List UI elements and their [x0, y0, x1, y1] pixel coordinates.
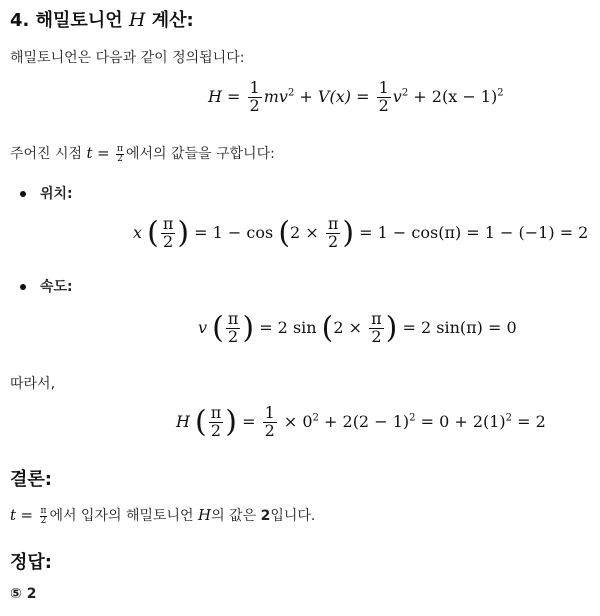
h-half — [263, 405, 277, 440]
velocity-var: v — [198, 317, 208, 337]
h-pi: π — [210, 403, 222, 422]
position-two: 2 — [163, 231, 174, 251]
conclusion-pi: π — [40, 505, 47, 516]
conclusion-value: 2 — [260, 508, 271, 524]
time-pi: π — [117, 143, 123, 154]
half-den-2: 2 — [378, 95, 389, 115]
h-exp-2: 2 — [409, 412, 416, 424]
conclusion-fraction — [40, 507, 48, 526]
kinetic-exp: 2 — [287, 87, 295, 99]
conclusion-heading: 결론: — [10, 469, 52, 490]
velocity-two: 2 — [228, 326, 239, 346]
conclusion-end: 입니다. — [270, 508, 316, 524]
v-exp: 2 — [401, 87, 409, 99]
intro-text: 해밀토니언은 다음과 같이 정의됩니다: — [10, 50, 245, 66]
answer-marker: ⑤ — [10, 586, 22, 602]
position-mid: = 1 − cos — [194, 222, 274, 242]
conclusion-sentence — [10, 505, 315, 526]
paren-open-2: ( — [278, 215, 291, 251]
position-pi-2: π — [327, 214, 339, 233]
h-part2: + 2(2 − 1) — [324, 411, 410, 431]
bullet-icon — [20, 191, 26, 197]
answer-heading: 정답: — [10, 552, 52, 573]
time-eq: = — [97, 144, 110, 162]
conclusion-middle: 에서 입자의 해밀토니언 — [49, 508, 194, 524]
position-two-2: 2 — [327, 231, 339, 251]
hamiltonian-equation — [208, 80, 504, 115]
time-prefix: 주어진 시점 — [10, 146, 83, 162]
bullet-icon — [20, 284, 26, 290]
h-lhs: H — [176, 411, 190, 431]
velocity-pi-2: π — [371, 309, 382, 328]
paren-close: ) — [242, 310, 255, 346]
h-half-den: 2 — [264, 420, 275, 440]
half-num-2: 1 — [378, 78, 389, 97]
section-number: 4. — [10, 10, 30, 31]
conclusion-after-h: 의 값은 — [211, 508, 257, 524]
conclusion-eq: = — [20, 506, 34, 524]
time-suffix: 에서의 값들을 구합니다: — [125, 146, 275, 162]
paren-open: ( — [195, 404, 207, 440]
paren-open-2: ( — [321, 310, 334, 346]
velocity-fraction — [226, 311, 241, 346]
velocity-pi: π — [227, 309, 239, 328]
paren-close: ) — [177, 215, 190, 251]
h-times-zero: × 0 — [283, 411, 313, 431]
plus-sign: + — [299, 86, 313, 106]
eq-lhs: H — [208, 86, 222, 106]
h-half-num: 1 — [264, 403, 275, 422]
section-title-symbol: H — [128, 9, 146, 31]
section-heading — [10, 6, 194, 32]
therefore-text: 따라서, — [10, 376, 56, 392]
answer-value: 2 — [26, 586, 37, 602]
eq-sign-2: = — [356, 86, 370, 106]
velocity-item — [20, 276, 73, 296]
kinetic-term: mv — [263, 86, 288, 106]
time-var: t — [86, 144, 93, 162]
h-two: 2 — [210, 420, 222, 440]
paren-open: ( — [147, 215, 159, 251]
position-var: x — [133, 222, 143, 242]
conclusion-h: H — [198, 506, 212, 524]
conclusion-two: 2 — [40, 515, 47, 526]
paren-close-2: ) — [385, 310, 398, 346]
section-title-text: 해밀토니언 — [35, 10, 123, 31]
h-exp-3: 2 — [505, 412, 513, 424]
paren-open: ( — [212, 310, 224, 346]
potential-exp: 2 — [497, 87, 504, 99]
plus-sign-2: + — [413, 86, 427, 106]
position-rhs: = 1 − cos(π) = 1 − (−1) = 2 — [359, 222, 589, 242]
potential-term: V(x) — [317, 86, 351, 106]
time-two: 2 — [117, 153, 123, 164]
velocity-mid: = 2 sin — [259, 317, 317, 337]
h-exp-1: 2 — [312, 412, 319, 424]
potential-expr: 2(x − 1) — [431, 86, 498, 106]
velocity-fraction-2 — [369, 311, 384, 346]
h-fraction — [209, 405, 224, 440]
velocity-rhs: = 2 sin(π) = 0 — [402, 317, 517, 337]
position-equation — [133, 216, 588, 251]
answer-line — [10, 586, 36, 602]
h-value-equation — [176, 405, 546, 440]
position-fraction-2 — [326, 216, 341, 251]
v-term: v — [392, 86, 402, 106]
paren-close-2: ) — [342, 215, 355, 251]
conclusion-t: t — [10, 506, 17, 524]
eq-sign: = — [227, 86, 241, 106]
paren-close: ) — [225, 404, 237, 440]
h-result: = 2 — [517, 411, 546, 431]
half-fraction — [248, 80, 262, 115]
velocity-two-2: 2 — [371, 326, 382, 346]
h-eq: = — [242, 411, 256, 431]
half-den: 2 — [249, 95, 260, 115]
velocity-inner: 2 × — [333, 317, 363, 337]
time-sentence — [10, 143, 275, 164]
velocity-equation — [198, 311, 517, 346]
position-label: 위치: — [40, 186, 73, 202]
position-fraction — [161, 216, 176, 251]
position-inner: 2 × — [290, 222, 319, 242]
velocity-label: 속도: — [40, 279, 73, 295]
position-item — [20, 183, 73, 203]
position-pi: π — [162, 214, 174, 233]
time-fraction — [116, 145, 124, 164]
section-title-suffix: 계산: — [151, 10, 194, 31]
half-num: 1 — [249, 78, 260, 97]
h-part3: = 0 + 2(1) — [420, 411, 506, 431]
half-fraction-2 — [377, 80, 391, 115]
